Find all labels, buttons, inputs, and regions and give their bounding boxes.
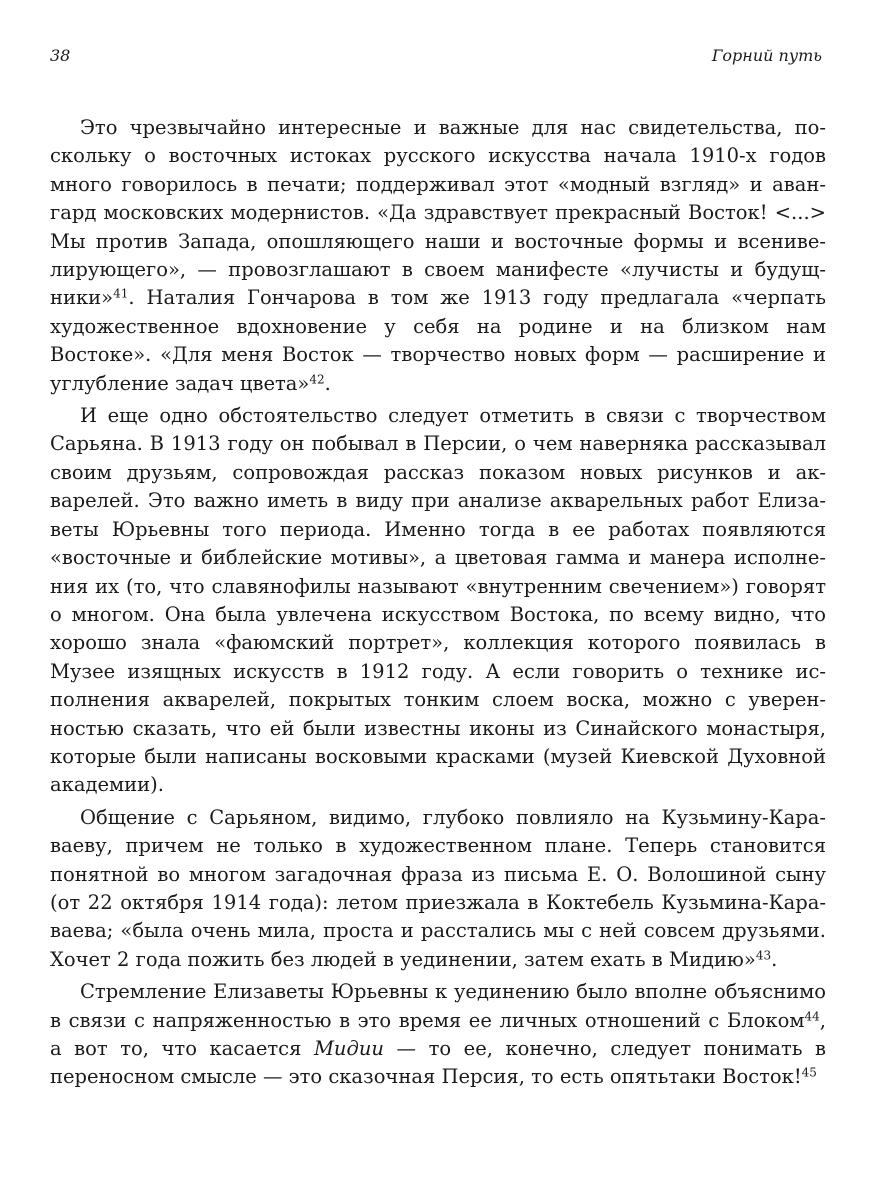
page-header [50,46,822,72]
footnote-ref: 44 [804,1009,820,1023]
paragraph [50,402,826,800]
italic-term: Мидии [313,1037,384,1060]
paragraph [50,114,826,398]
text-run: . [324,371,331,395]
text-run: — то ее, конечно, следует понимать в переносном смысле — это сказочная Персия, то есть опятьтаки Восток! [50,1037,826,1089]
text-run: , а вот то, что касается [50,1008,826,1060]
text-run: Общение с Сарьяном, видимо, глубоко повлияло на Кузьмину-Караваеву, причем не только в художественном плане. Теперь становится понятной во многом загадочная фраза из письма Е. О. Волошиной сыну (от 22 октября 1914 года): летом приезжала в Коктебель Кузьмина-Караваева; «была очень мила, проста и расстались мы с ней совсем друзьями. Хочет 2 года пожить без людей в уединении, затем ехать в Мидию» [50,805,826,971]
footnote-ref: 43 [755,948,772,963]
paragraph [50,804,826,974]
footnote-ref: 42 [309,372,325,387]
text-run: И еще одно обстоятельство следует отметить в связи с творчеством Сарьяна. В 1913 году он побывал в Персии, о чем наверняка рассказывал своим друзьям, сопровождая рассказ показом новых рисунков и акварелей. Это важно иметь в виду при анализе акварельных работ Елизаветы Юрьевны того периода. Именно тогда в ее работах появляются «восточные и библейские мотивы», а цветовая гамма и манера исполнения их (то, что славянофилы называют «внутренним свечением») говорят о многом. Она была увлечена искусством Востока, по всему видно, что хорошо знала «фаюмский портрет», коллекция которого появилась в Музее изящных искусств в 1912 году. А если говорить о технике исполнения акварелей, покрытых тонким слоем воска, можно с уверенностью сказать, что ей были известны иконы из Синайского монастыря, которые были написаны восковыми красками (музей Киевской Духовной академии). [50,404,826,797]
footnote-ref: 41 [113,286,129,301]
paragraph [50,978,826,1092]
running-title: Горний путь [711,46,822,65]
footnote-ref: 45 [801,1065,817,1080]
text-run: . Наталия Гончарова в том же 1913 году предлагала «черпать художественное вдохновение у себя на родине и на близком нам Востоке». «Для меня Восток — творчество новых форм — расширение и углубление задач цвета» [50,286,826,395]
page-number: 38 [50,46,71,65]
body-text [50,114,826,1092]
text-run: Стремление Елизаветы Юрьевны к уединению было вполне объяснимо в связи с напряженностью в это время ее личных отношений с Блоком [50,980,826,1032]
text-run: . [771,947,778,971]
text-run: Это чрезвычайно интересные и важные для нас свидетельства, поскольку о восточных истоках русского искусства начала 1910-х годов много говорилось в печати; поддерживал этот «модный взгляд» и авангард московских модернистов. «Да здравствует прекрасный Восток! <...> Мы против Запада, опошляющего наши и восточные формы и всенивелирующего», — провозглашают в своем манифесте «лучисты и будущники» [50,116,826,310]
